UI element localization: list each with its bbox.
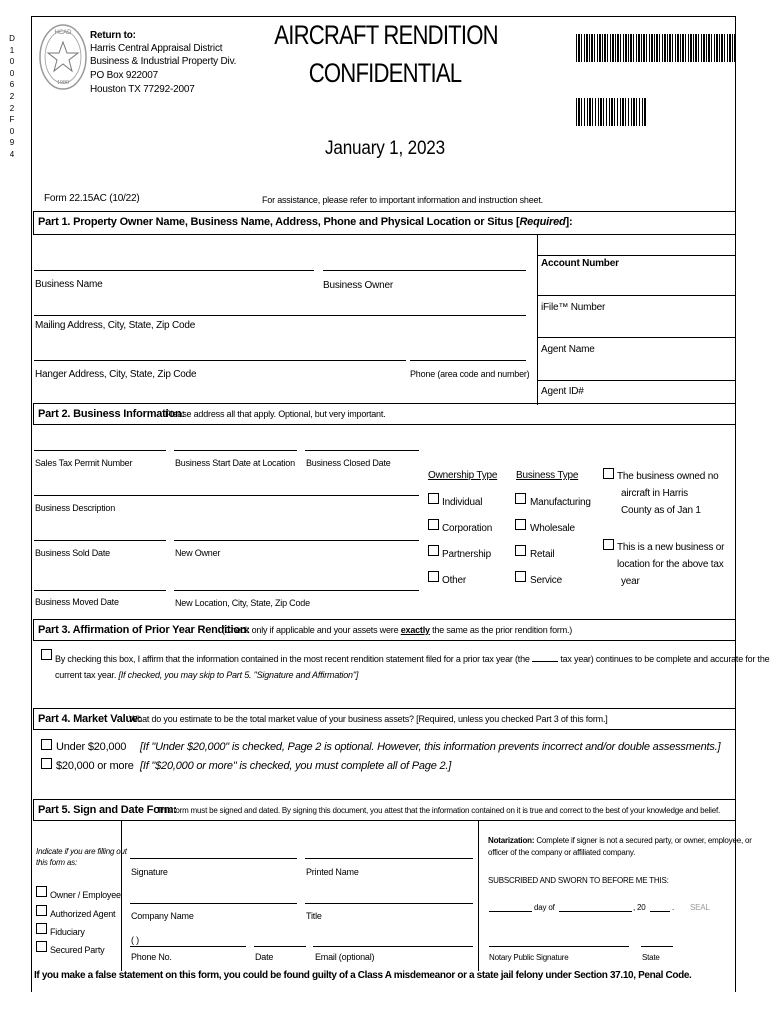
notary-signature-label: Notary Public Signature <box>489 953 569 962</box>
phone-line[interactable] <box>410 360 526 361</box>
part4-note: What do you estimate to be the total market value of your business assets? [Required, unless you checked Part 3 of this form.] <box>129 714 608 724</box>
company-name-line[interactable] <box>130 903 297 904</box>
part3-note: (Check only if applicable and your assets were exactly the same as the prior rendition form.) <box>222 625 573 635</box>
notary-state-label: State <box>642 953 660 962</box>
business-owner-line[interactable] <box>323 270 526 271</box>
phone-no-line[interactable] <box>130 946 246 947</box>
hcad-seal <box>38 22 88 92</box>
company-name-label: Company Name <box>131 911 194 921</box>
fiduciary-checkbox[interactable] <box>36 923 47 934</box>
notary-day-line[interactable] <box>489 911 532 912</box>
false-statement-warning: If you make a false statement on this form, you could be found guilty of a Class A misdemeanor or a state jail felony under Section 37.10, Penal Code. <box>34 970 692 981</box>
comma-20-label: , 20 <box>633 903 646 912</box>
sworn-text: SUBSCRIBED AND SWORN TO BEFORE ME THIS: <box>488 876 669 885</box>
printed-name-label: Printed Name <box>306 867 359 877</box>
filler-label-1: Indicate if you are filling out <box>36 847 127 856</box>
notary-signature-line[interactable] <box>489 946 629 947</box>
address-line-3: PO Box 922007 <box>90 70 159 81</box>
part2-heading: Part 2. Business Information: <box>38 408 186 420</box>
under-20000-note: [If "Under $20,000" is checked, Page 2 is optional. However, this information prevents incorrect and/or double assessments.] <box>140 741 721 753</box>
business-wholesale-label: Wholesale <box>530 523 575 534</box>
fiduciary-label: Fiduciary <box>50 927 85 937</box>
business-retail-label: Retail <box>530 549 555 560</box>
business-name-line[interactable] <box>34 270 314 271</box>
part2-note: Please address all that apply. Optional, but very important. <box>165 409 386 419</box>
address-line-2: Business & Industrial Property Div. <box>90 56 237 67</box>
title-label: Title <box>306 911 322 921</box>
business-owner-label: Business Owner <box>323 280 394 291</box>
form-number: Form 22.15AC (10/22) <box>44 193 140 204</box>
hangar-address-line[interactable] <box>34 360 406 361</box>
closed-date-line[interactable] <box>305 450 419 451</box>
over-20000-checkbox[interactable] <box>41 758 52 769</box>
start-date-label: Business Start Date at Location <box>175 458 295 468</box>
part1-heading: Part 1. Property Owner Name, Business Name, Address, Phone and Physical Location or Situs [Required]: <box>38 216 573 228</box>
authorized-agent-checkbox[interactable] <box>36 905 47 916</box>
agent-name-label: Agent Name <box>541 344 595 355</box>
phone-no-label: Phone No. <box>131 952 172 962</box>
seal-top-text: HCAD <box>54 30 72 36</box>
agent-id-label: Agent ID# <box>541 386 584 397</box>
notary-period: . <box>672 903 675 912</box>
sold-date-line[interactable] <box>34 540 166 541</box>
new-location-line[interactable] <box>174 590 419 591</box>
seal-bottom-text: 1980 <box>57 80 69 86</box>
business-type-heading: Business Type <box>516 470 579 481</box>
ownership-partnership-label: Partnership <box>442 549 491 560</box>
part3-text-line-1: By checking this box, I affirm that the information contained in the most recent rendition statement filed for a prior tax year (the tax year) continues to be complete and accurate for the <box>55 654 770 664</box>
over-20000-note: [If "$20,000 or more" is checked, you must complete all of Page 2.] <box>140 760 452 772</box>
date-line[interactable] <box>254 946 306 947</box>
mailing-address-label: Mailing Address, City, State, Zip Code <box>35 320 196 331</box>
business-name-label: Business Name <box>35 279 103 290</box>
under-20000-checkbox[interactable] <box>41 739 52 750</box>
business-service-checkbox[interactable] <box>515 571 526 582</box>
closed-date-label: Business Closed Date <box>306 458 391 468</box>
business-manufacturing-checkbox[interactable] <box>515 493 526 504</box>
business-service-label: Service <box>530 575 562 586</box>
seal-label: SEAL <box>690 903 710 912</box>
ownership-type-heading: Ownership Type <box>428 470 498 481</box>
form-date: January 1, 2023 <box>325 138 445 159</box>
new-business-text-1: This is a new business or <box>617 542 725 553</box>
new-business-text-2: location for the above tax <box>617 559 724 570</box>
moved-date-line[interactable] <box>34 590 166 591</box>
ownership-partnership-checkbox[interactable] <box>428 545 439 556</box>
no-aircraft-text-2: aircraft in Harris <box>621 488 688 499</box>
phone-label: Phone (area code and number) <box>410 369 530 379</box>
barcode-top <box>576 34 736 62</box>
secured-party-label: Secured Party <box>50 945 105 955</box>
email-line[interactable] <box>313 946 473 947</box>
over-20000-label: $20,000 or more <box>56 760 134 772</box>
return-to-label: Return to: <box>90 30 136 41</box>
ownership-corporation-checkbox[interactable] <box>428 519 439 530</box>
new-business-checkbox[interactable] <box>603 539 614 550</box>
ownership-corporation-label: Corporation <box>442 523 493 534</box>
ownership-individual-checkbox[interactable] <box>428 493 439 504</box>
notary-year-line[interactable] <box>650 911 670 912</box>
notarization-line-1: Notarization: Complete if signer is not a secured party, or owner, employee, or <box>488 836 752 845</box>
part3-text-line-2: current tax year. [If checked, you may skip to Part 5. "Signature and Affirmation"] <box>55 670 359 680</box>
part4-heading: Part 4. Market Value: <box>38 713 142 725</box>
new-location-label: New Location, City, State, Zip Code <box>175 598 310 608</box>
part3-heading: Part 3. Affirmation of Prior Year Rendition: <box>38 624 250 636</box>
date-label: Date <box>255 952 274 962</box>
sold-date-label: Business Sold Date <box>35 548 110 558</box>
prior-year-affirm-checkbox[interactable] <box>41 649 52 660</box>
business-manufacturing-label: Manufacturing <box>530 497 591 508</box>
business-wholesale-checkbox[interactable] <box>515 519 526 530</box>
new-owner-line[interactable] <box>174 540 419 541</box>
part5-note: This form must be signed and dated. By signing this document, you attest that the information contained on it is true and correct to the best of your knowledge and belief. <box>157 806 721 815</box>
form-title-line-2: CONFIDENTIAL <box>308 58 462 88</box>
secured-party-checkbox[interactable] <box>36 941 47 952</box>
owner-employee-checkbox[interactable] <box>36 886 47 897</box>
start-date-line[interactable] <box>174 450 297 451</box>
agent-id-line <box>537 380 736 381</box>
part5-right-divider <box>478 821 479 971</box>
signature-line[interactable] <box>130 858 297 859</box>
notary-state-line[interactable] <box>641 946 673 947</box>
part5-left-divider <box>121 821 122 971</box>
phone-parens: ( ) <box>131 935 139 945</box>
assistance-note: For assistance, please refer to important information and instruction sheet. <box>262 195 543 205</box>
description-line[interactable] <box>34 495 419 496</box>
description-label: Business Description <box>35 503 116 513</box>
agent-name-line <box>537 337 736 338</box>
ifile-number-label: iFile™ Number <box>541 302 606 313</box>
new-business-text-3: year <box>621 576 640 587</box>
sales-tax-line[interactable] <box>34 450 166 451</box>
owner-employee-label: Owner / Employee <box>50 890 121 900</box>
form-title-line-1: AIRCRAFT RENDITION <box>274 20 498 50</box>
sales-tax-label: Sales Tax Permit Number <box>35 458 133 468</box>
new-owner-label: New Owner <box>175 548 221 558</box>
side-form-code: D 1 0 0 6 2 2 F 0 9 4 <box>9 34 15 159</box>
no-aircraft-text-1: The business owned no <box>617 471 719 482</box>
moved-date-label: Business Moved Date <box>35 597 119 607</box>
ownership-other-checkbox[interactable] <box>428 571 439 582</box>
ownership-individual-label: Individual <box>442 497 483 508</box>
email-label: Email (optional) <box>315 952 375 962</box>
part5-heading: Part 5. Sign and Date Form: <box>38 804 177 816</box>
signature-label: Signature <box>131 867 168 877</box>
ownership-other-label: Other <box>442 575 467 586</box>
barcode-bottom <box>576 98 646 126</box>
no-aircraft-text-3: County as of Jan 1 <box>621 505 701 516</box>
address-line-1: Harris Central Appraisal District <box>90 43 223 54</box>
printed-name-line[interactable] <box>305 858 473 859</box>
form-frame <box>31 16 736 992</box>
hangar-address-label: Hanger Address, City, State, Zip Code <box>35 369 197 380</box>
notary-month-line[interactable] <box>559 911 632 912</box>
filler-label-2: this form as: <box>36 858 77 867</box>
ifile-line <box>537 295 736 296</box>
mailing-address-line[interactable] <box>34 315 526 316</box>
notarization-line-2: officer of the company or affiliated company. <box>488 848 636 857</box>
address-line-4: Houston TX 77292-2007 <box>90 84 195 95</box>
under-20000-label: Under $20,000 <box>56 741 127 753</box>
account-number-label: Account Number <box>541 258 619 269</box>
business-retail-checkbox[interactable] <box>515 545 526 556</box>
day-of-label: day of <box>534 903 555 912</box>
authorized-agent-label: Authorized Agent <box>50 909 116 919</box>
account-number-line <box>537 255 736 256</box>
no-aircraft-checkbox[interactable] <box>603 468 614 479</box>
title-line[interactable] <box>305 903 473 904</box>
